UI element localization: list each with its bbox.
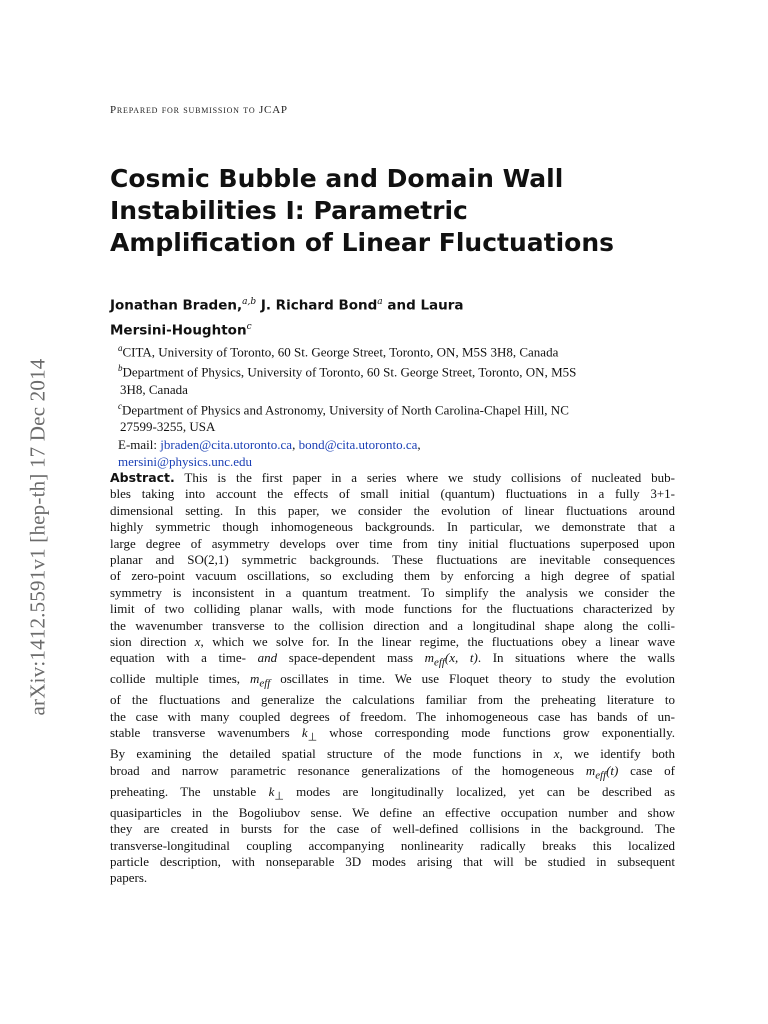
abstract-heading: Abstract. [110, 470, 175, 485]
title-line: Cosmic Bubble and Domain Wall [110, 164, 564, 193]
abstract-line: symmetry is inconsistent in a quantum treatment. To simplify the analysis we consider the [110, 584, 675, 600]
abstract-line: large degree of asymmetry develops over time from tiny initial fluctuations superposed upon [110, 535, 675, 551]
title-line: Amplification of Linear Fluctuations [110, 228, 615, 257]
affiliation-a [118, 340, 683, 360]
arxiv-identifier-stamp: arXiv:1412.5591v1 [hep-th] 17 Dec 2014 [25, 358, 50, 716]
affiliation-mark: b [118, 363, 123, 374]
email-block: E-mail: jbraden@cita.utoronto.ca, bond@cita.utoronto.ca, mersini@physics.unc.edu [118, 436, 421, 469]
author-name: J. Richard Bond [256, 297, 378, 314]
abstract-line: the case with many coupled degrees of freedom. The inhomogeneous case has bands of un- [110, 708, 675, 724]
author-name: Jonathan Braden, [110, 297, 243, 314]
affiliations [118, 340, 683, 470]
abstract-line: transverse-longitudinal coupling accompanying nonlinearity radically breaks this localized [110, 837, 675, 853]
abstract-line: particle description, with nonseparable 3D modes arising that will be studied in subsequent [110, 853, 675, 869]
affiliation-mark: a [118, 343, 123, 353]
title-line: Instabilities I: Parametric [110, 196, 468, 225]
affiliation-text: Department of Physics, University of Toronto, 60 St. George Street, Toronto, ON, M5S [122, 364, 577, 380]
abstract [110, 470, 675, 887]
abstract-line: quasiparticles in the Bogoliubov sense. We define an effective occupation number and show [110, 804, 675, 820]
abstract-line: dimensional setting. In this paper, we consider the evolution of linear fluctuations around [110, 502, 675, 518]
abstract-line: they are created in bursts for the case of well-defined collisions in the background. The [110, 821, 675, 837]
abstract-line: the wavenumber transverse to the collision direction and a longitudinal shape along the colli- [110, 617, 675, 633]
abstract-line: of the fluctuations and generalize the calculations familiar from the preheating literature to [110, 692, 675, 708]
abstract-line: limit of two colliding planar walls, with mode functions for the fluctuations characterized by [110, 601, 675, 617]
author-line [110, 317, 680, 342]
abstract-line: preheating. The unstable $k_\perp$ modes are longitudinally localized, yet can be described as [110, 783, 676, 803]
affiliation-text: Department of Physics and Astronomy, University of North Carolina-Chapel Hill, NC [122, 401, 569, 417]
abstract-line: equation with a time- and space-dependent mass $m_{eff}(x$, t). In situations where the walls [110, 650, 675, 670]
email-link-braden[interactable]: jbraden@cita.utoronto.ca [160, 436, 293, 452]
abstract-line: Abstract. This is the first paper in a series where we study collisions of nucleated bub- [110, 470, 675, 485]
author-name: Mersini-Houghton [110, 322, 247, 338]
author-affil-mark: c [246, 321, 252, 332]
affiliation-b [118, 360, 683, 397]
abstract-line: highly symmetric though inhomogeneous backgrounds. In particular, we demonstrate that a [110, 519, 675, 535]
abstract-line: planar and SO(2,1) symmetric backgrounds. These fluctuations are inevitable consequences [110, 552, 675, 568]
abstract-line: bles taking into account the effects of small initial (quantum) fluctuations in a fully 3+1- [110, 486, 675, 502]
affiliation-c [118, 398, 683, 435]
abstract-line: By examining the detailed spatial structure of the mode functions in x, we identify both [110, 746, 675, 762]
email-link-mersini[interactable]: mersini@physics.unc.edu [118, 453, 253, 469]
author-affil-mark: a,b [242, 297, 257, 307]
affiliation-text: CITA, University of Toronto, 60 St. George Street, Toronto, ON, M5S 3H8, Canada [122, 344, 559, 360]
author-list [110, 292, 680, 341]
author-conjunction: and Laura [382, 297, 464, 314]
author-affil-mark: a [377, 297, 383, 307]
email-link-bond[interactable]: bond@cita.utoronto.ca [298, 436, 418, 452]
email-label: E-mail: [118, 436, 161, 452]
abstract-line: papers. [110, 870, 148, 886]
affiliation-text: 3H8, Canada [120, 381, 188, 397]
affiliation-text: 27599-3255, USA [120, 418, 216, 434]
abstract-line: stable transverse wavenumbers $k_\perp$ whose corresponding mode functions grow exponentially. [110, 725, 675, 744]
author-line [110, 292, 680, 317]
abstract-line: broad and narrow parametric resonance generalizations of the homogeneous $m_{eff}(t)$ case of [110, 762, 675, 782]
paper-title [110, 163, 670, 259]
abstract-line: collide multiple times, $m_{eff}$ oscillates in time. We use Floquet theory to study the evolution [110, 671, 675, 691]
submission-note: Prepared for submission to JCAP [110, 104, 288, 116]
abstract-line: sion direction x, which we solve for. In the linear regime, the fluctuations obey a linear wave [110, 634, 675, 650]
abstract-line: of zero-point vacuum oscillations, so excluding them by enforcing a high degree of spatial [110, 568, 675, 584]
affiliation-mark: c [118, 400, 122, 411]
